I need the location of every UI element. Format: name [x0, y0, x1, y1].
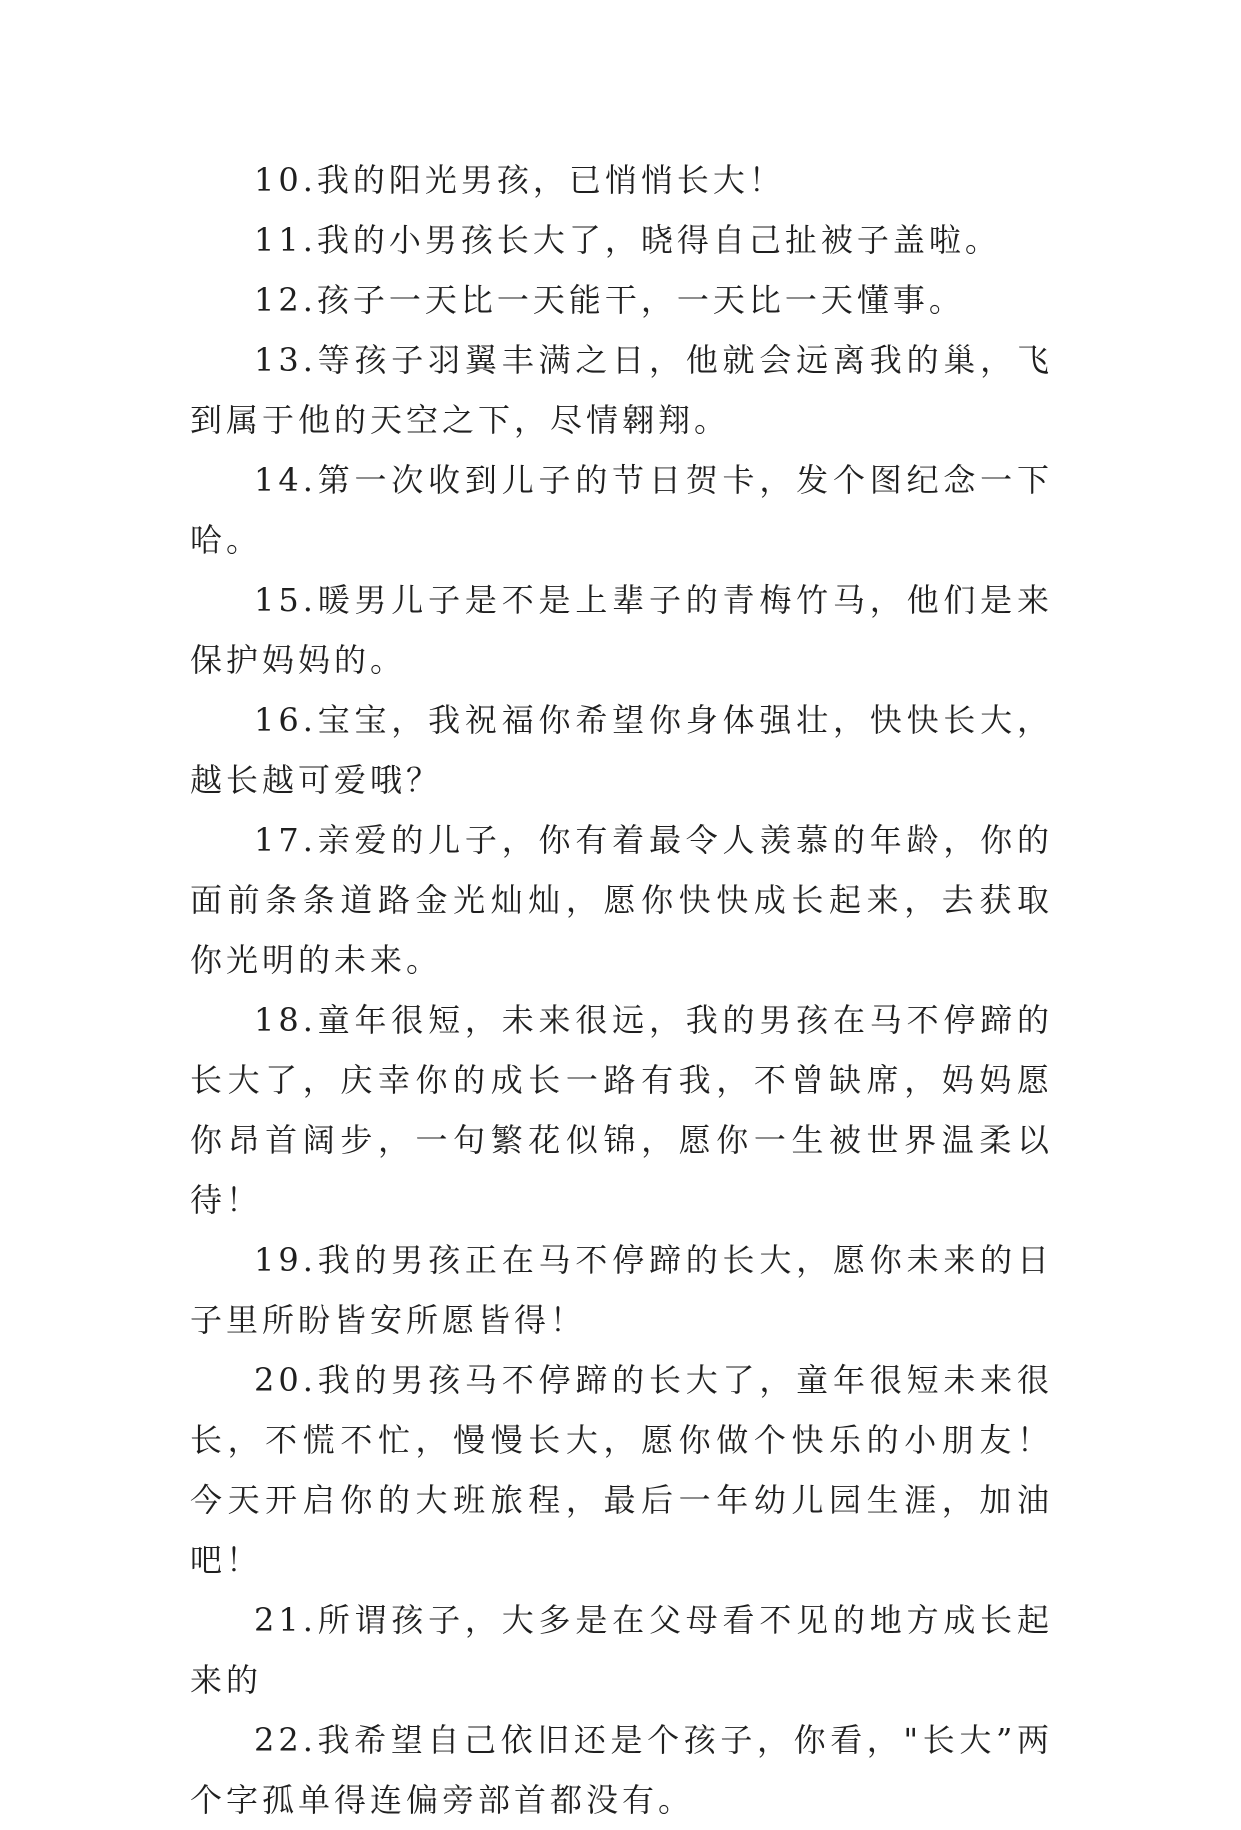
paragraph-16: 16.宝宝，我祝福你希望你身体强壮，快快长大，越长越可爱哦？	[190, 701, 1053, 799]
paragraph-20: 20.我的男孩马不停蹄的长大了，童年很短未来很长，不慌不忙，慢慢长大，愿你做个快乐的小朋友！今天开启你的大班旅程，最后一年幼儿园生涯，加油吧！	[190, 1361, 1053, 1579]
paragraph-17: 17.亲爱的儿子，你有着最令人羡慕的年龄，你的面前条条道路金光灿灿，愿你快快成长起来，去获取你光明的未来。	[190, 821, 1053, 979]
paragraph-14: 14.第一次收到儿子的节日贺卡，发个图纪念一下哈。	[190, 461, 1053, 559]
paragraph-10: 10.我的阳光男孩，已悄悄长大！	[254, 161, 785, 199]
paragraph-15: 15.暖男儿子是不是上辈子的青梅竹马，他们是来保护妈妈的。	[190, 581, 1053, 679]
paragraph-18: 18.童年很短，未来很远，我的男孩在马不停蹄的长大了，庆幸你的成长一路有我，不曾缺席，妈妈愿你昂首阔步，一句繁花似锦，愿你一生被世界温柔以待！	[190, 1001, 1053, 1219]
paragraph-13: 13.等孩子羽翼丰满之日，他就会远离我的巢，飞到属于他的天空之下，尽情翱翔。	[190, 341, 1053, 439]
paragraph-21: 21.所谓孩子，大多是在父母看不见的地方成长起来的	[190, 1601, 1053, 1699]
document-page	[190, 150, 1053, 1830]
paragraph-11: 11.我的小男孩长大了，晓得自己扯被子盖啦。	[254, 221, 1001, 259]
paragraph-19: 19.我的男孩正在马不停蹄的长大，愿你未来的日子里所盼皆安所愿皆得！	[190, 1241, 1053, 1339]
paragraph-12: 12.孩子一天比一天能干，一天比一天懂事。	[254, 281, 965, 319]
paragraph-22: 22.我希望自己依旧还是个孩子，你看，"长大”两个字孤单得连偏旁部首都没有。	[190, 1721, 1053, 1819]
